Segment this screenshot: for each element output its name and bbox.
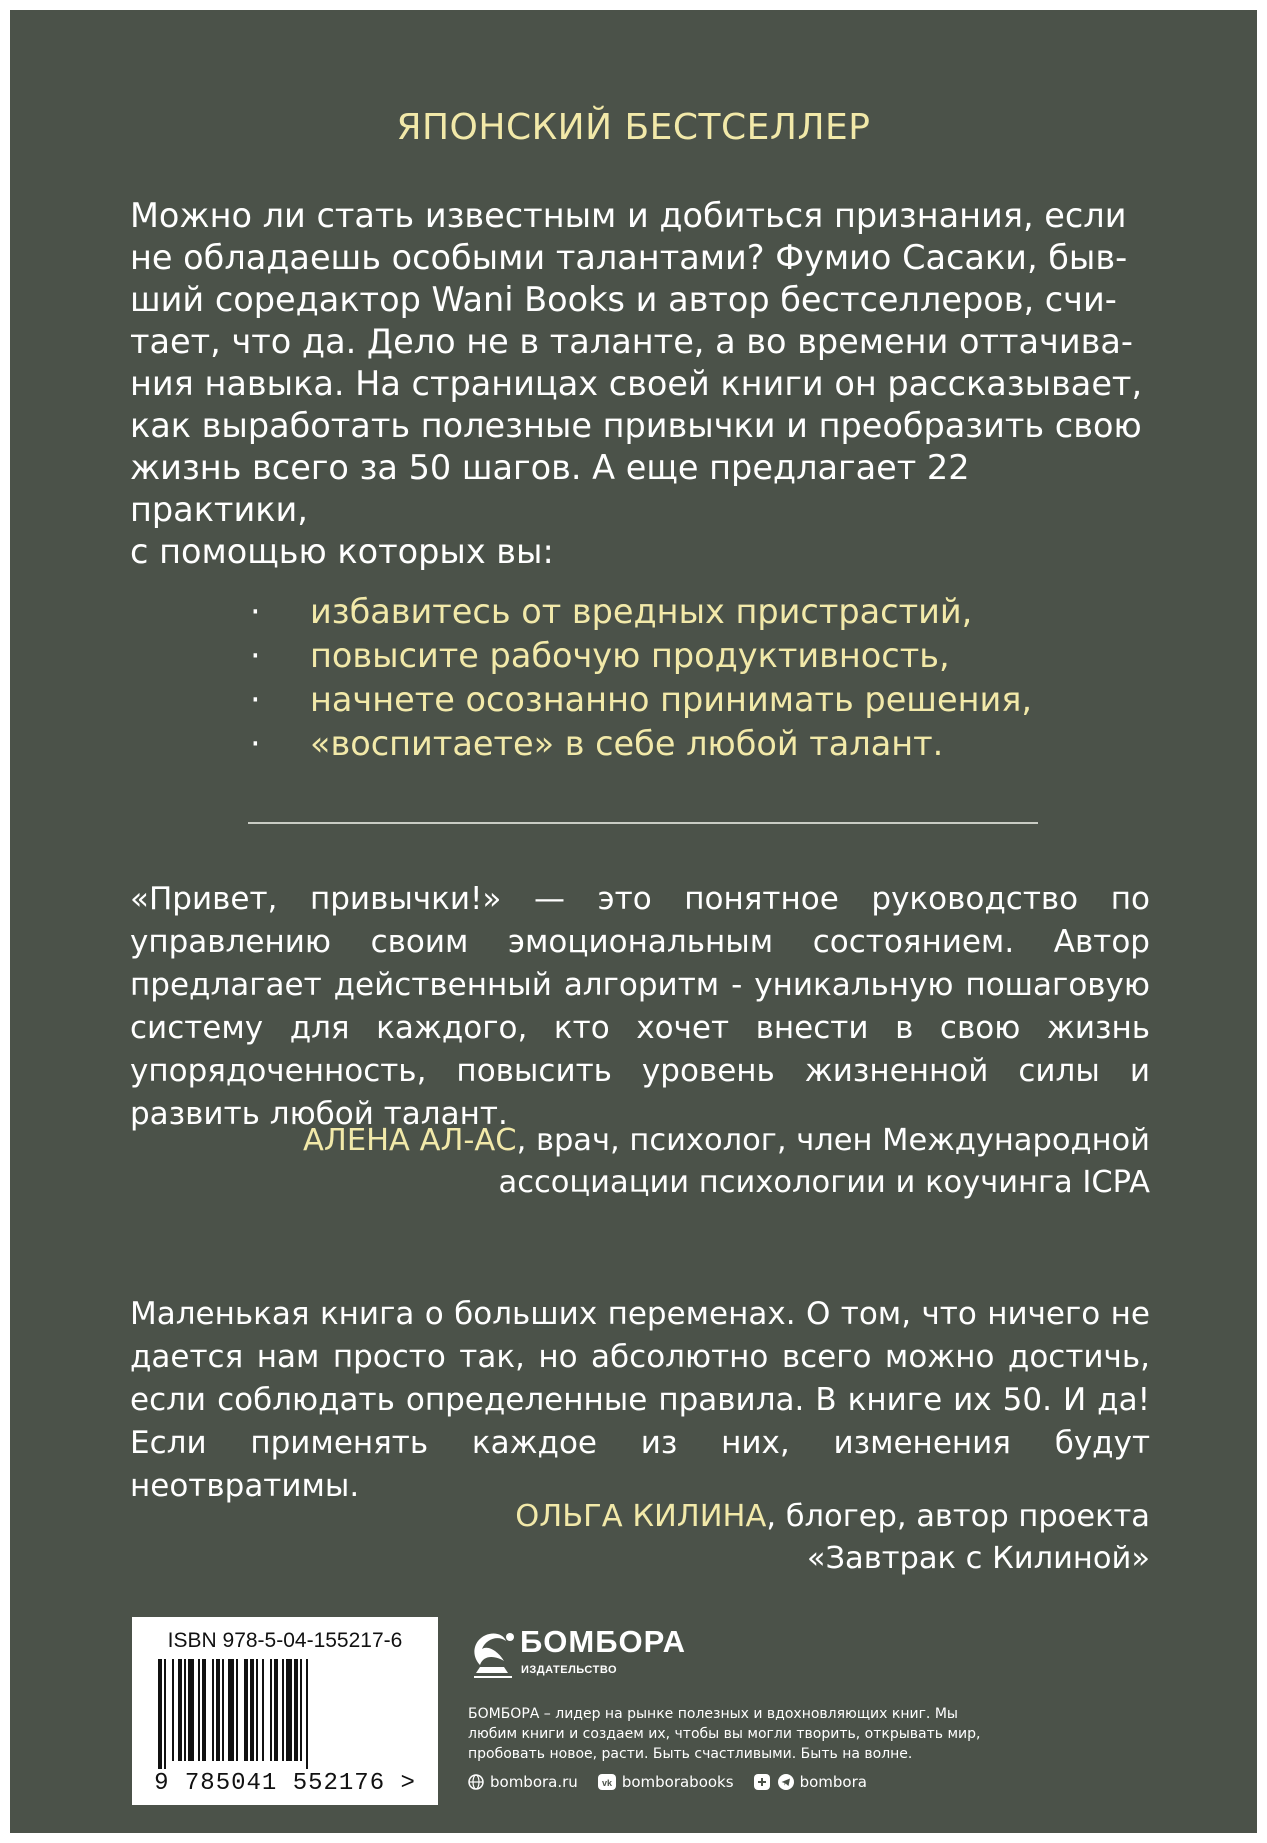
bullet-dot-icon: · <box>250 636 261 675</box>
reviewer-name: ОЛЬГА КИЛИНА <box>515 1499 767 1534</box>
vk-icon <box>598 1774 616 1790</box>
barcode-bar <box>274 1659 278 1761</box>
list-item: · «воспитаете» в себе любой талант. <box>250 722 1032 766</box>
barcode-bar <box>250 1659 254 1761</box>
cover-heading: ЯПОНСКИЙ БЕСТСЕЛЛЕР <box>396 107 871 148</box>
reviewer-role: «Завтрак с Килиной» <box>806 1541 1150 1576</box>
social-link-website[interactable]: bombora.ru <box>468 1773 578 1791</box>
intro-line: ния навыка. На страницах своей книги он рассказывает, <box>130 364 1143 403</box>
isbn-barcode <box>132 1617 438 1805</box>
barcode-bar <box>286 1659 292 1761</box>
bullet-dot-icon: · <box>250 680 261 719</box>
intro-line: жизнь всего за 50 шагов. А еще предлагает 22 практики, <box>130 448 970 529</box>
intro-line: с помощью которых вы: <box>130 532 554 571</box>
bombora-logo-icon <box>468 1623 528 1683</box>
barcode-bar <box>172 1659 174 1761</box>
intro-line: Можно ли стать известным и добиться признания, если <box>130 196 1127 235</box>
globe-icon <box>468 1774 484 1790</box>
reviewer-role: ассоциации психологии и коучинга ICPA <box>498 1165 1150 1200</box>
review-quote-2: Маленькая книга о больших переменах. О том, что ничего не дается нам просто так, но абсолютно всего можно достичь, если соблюдать определенные правила. В книге их 50. И да! Если применять каждое из них, изменения будут неотвратимы. <box>130 1296 1150 1504</box>
list-item: · избавитесь от вредных пристрастий, <box>250 590 1032 634</box>
barcode-bar <box>262 1659 264 1761</box>
publisher-description: БОМБОРА – лидер на рынке полезных и вдохновляющих книг. Мы любим книги и создаем их, чтобы вы могли творить, открывать мир, пробовать новое, расти. Быть счастливыми. Быть на волне. <box>468 1706 981 1762</box>
bullet-dot-icon: · <box>250 592 261 631</box>
reviewer-role: , врач, психолог, член Международной <box>516 1123 1150 1158</box>
barcode-bar <box>244 1659 248 1761</box>
barcode-digits: 9 785041 552176 > <box>154 1770 416 1797</box>
section-divider <box>248 822 1038 824</box>
barcode-bar <box>270 1659 272 1761</box>
barcode-bar <box>300 1659 302 1761</box>
intro-line: тает, что да. Дело не в таланте, а во времени оттачива- <box>130 322 1133 361</box>
practices-list <box>250 590 1032 766</box>
reviewer-role: , блогер, автор проекта <box>766 1499 1150 1534</box>
social-link-telegram[interactable]: bombora <box>754 1773 867 1791</box>
barcode-bars <box>152 1659 418 1769</box>
telegram-icon <box>778 1774 794 1790</box>
isbn-label: ISBN 978-5-04-155217-6 <box>167 1629 403 1652</box>
barcode-bar <box>212 1659 214 1761</box>
list-item: · начнете осознанно принимать решения, <box>250 678 1032 722</box>
intro-line: как выработать полезные привычки и преобразить свою <box>130 406 1142 445</box>
list-item: · повысите рабочую продуктивность, <box>250 634 1032 678</box>
barcode-bar <box>164 1659 166 1769</box>
review-quote-1: «Привет, привычки!» — это понятное руководство по управлению своим эмоциональным состоянием. Автор предлагает действенный алгоритм - уникальную пошаговую систему для каждого, кто хочет внести в свою жизнь упорядоченность, повысить уровень жизненной силы и развить любой талант. <box>130 881 1150 1132</box>
intro-paragraph <box>130 195 1150 573</box>
plus-icon <box>754 1774 770 1790</box>
barcode-bar <box>184 1659 186 1761</box>
social-link-vk[interactable]: vk bomborabooks <box>598 1773 734 1791</box>
review-attribution-1 <box>250 1120 1150 1204</box>
book-back-cover <box>10 10 1257 1833</box>
bullet-dot-icon: · <box>250 724 261 763</box>
barcode-bar <box>256 1659 258 1761</box>
barcode-bar <box>306 1659 308 1769</box>
barcode-bar <box>228 1659 234 1761</box>
barcode-bar <box>282 1659 284 1761</box>
intro-line: не обладаешь особыми талантами? Фумио Сасаки, быв- <box>130 238 1128 277</box>
social-links <box>468 1773 887 1791</box>
barcode-bar <box>202 1659 206 1761</box>
barcode-bar <box>216 1659 220 1761</box>
barcode-bar <box>294 1659 298 1761</box>
barcode-bar <box>158 1659 162 1769</box>
intro-line: ший соредактор Wani Books и автор бестселлеров, счи- <box>130 280 1117 319</box>
svg-text:vk: vk <box>601 1778 612 1788</box>
barcode-bar <box>236 1659 238 1761</box>
barcode-bar <box>222 1659 224 1761</box>
publisher-name: БОМБОРА <box>520 1624 686 1659</box>
barcode-bar <box>178 1659 182 1761</box>
review-attribution-2 <box>250 1496 1150 1580</box>
barcode-bar <box>188 1659 194 1761</box>
barcode-bar <box>198 1659 200 1761</box>
publisher-subtitle: ИЗДАТЕЛЬСТВО <box>521 1664 618 1676</box>
reviewer-name: АЛЕНА АЛ-АС <box>303 1123 517 1158</box>
